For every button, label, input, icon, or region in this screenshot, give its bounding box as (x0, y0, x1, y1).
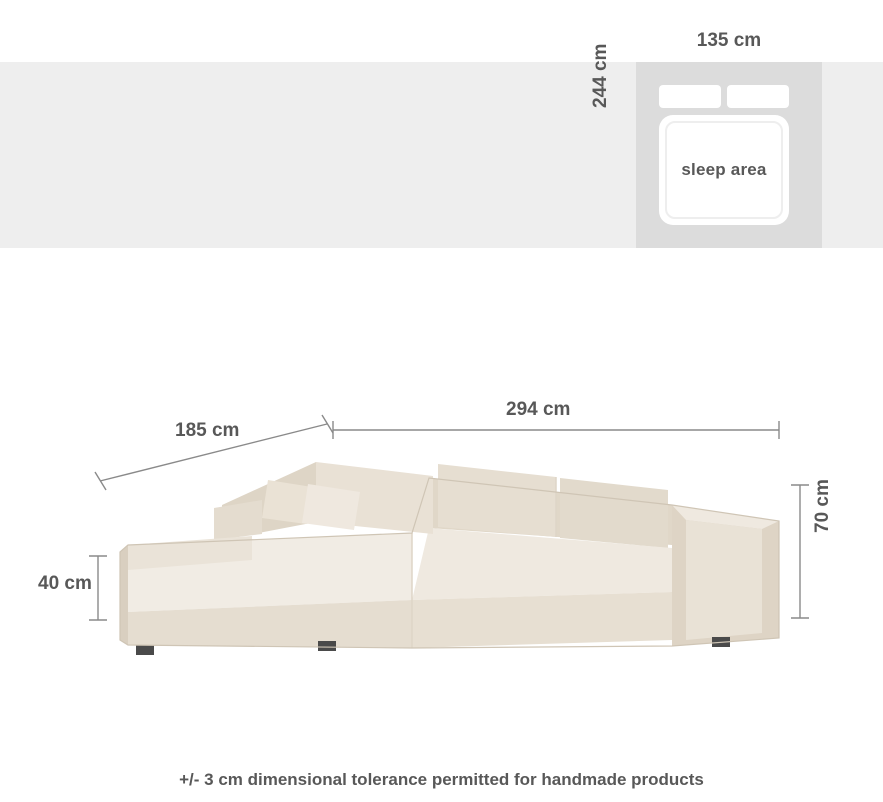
seat-height-label: 40 cm (38, 573, 92, 594)
back-height-label: 70 cm (812, 479, 833, 533)
pillow-right-icon (727, 85, 789, 108)
sleep-area-label: sleep area (681, 160, 767, 179)
sofa-body (120, 462, 779, 655)
sleep-area-depth-label: 244 cm (590, 43, 611, 108)
sleep-area-width-label: 135 cm (696, 30, 762, 51)
total-width-label: 294 cm (506, 399, 571, 420)
tolerance-note: +/- 3 cm dimensional tolerance permitted for handmade products (179, 770, 704, 789)
mattress-icon (659, 115, 789, 225)
dimension-lines (89, 415, 809, 620)
mattress-inner (665, 121, 783, 219)
pillow-left-icon (659, 85, 721, 108)
chaise-length-label: 185 cm (175, 420, 240, 441)
